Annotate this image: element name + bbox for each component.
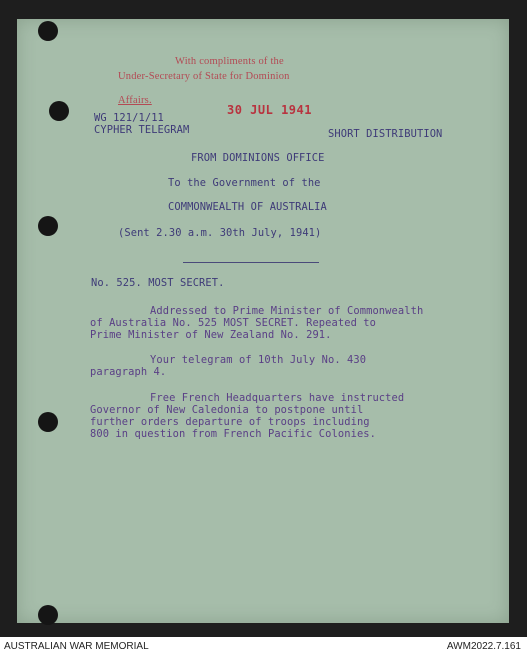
paragraph-3-line-1: Free French Headquarters have instructed xyxy=(150,392,405,404)
punch-hole xyxy=(38,412,58,432)
message-number: No. 525. MOST SECRET. xyxy=(91,277,225,289)
sent-line: (Sent 2.30 a.m. 30th July, 1941) xyxy=(118,227,322,239)
received-date-stamp: 30 JUL 1941 xyxy=(227,103,312,117)
separator-rule xyxy=(183,262,319,263)
paragraph-1-line-1: Addressed to Prime Minister of Commonwealth xyxy=(150,305,424,317)
paragraph-3-line-2: Governor of New Caledonia to postpone until xyxy=(90,404,364,416)
distribution-label: SHORT DISTRIBUTION xyxy=(328,128,443,140)
to-line-1: To the Government of the xyxy=(168,177,321,189)
stamp-line-3: Affairs. xyxy=(118,95,152,106)
file-reference: WG 121/1/11 xyxy=(94,112,164,124)
punch-hole xyxy=(49,101,69,121)
paragraph-2-line-2: paragraph 4. xyxy=(90,366,167,378)
paragraph-1-line-3: Prime Minister of New Zealand No. 291. xyxy=(90,329,332,341)
punch-hole xyxy=(38,21,58,41)
to-line-2: COMMONWEALTH OF AUSTRALIA xyxy=(168,201,327,213)
archive-credit: AUSTRALIAN WAR MEMORIAL xyxy=(4,641,149,652)
accession-number: AWM2022.7.161 xyxy=(446,641,521,652)
punch-hole xyxy=(38,605,58,625)
stamp-line-2: Under-Secretary of State for Dominion xyxy=(118,71,290,82)
telegram-type: CYPHER TELEGRAM xyxy=(94,124,190,136)
paragraph-2-line-1: Your telegram of 10th July No. 430 xyxy=(150,354,367,366)
paragraph-3-line-4: 800 in question from French Pacific Colonies. xyxy=(90,428,377,440)
stamp-line-1: With compliments of the xyxy=(175,56,284,67)
paragraph-1-line-2: of Australia No. 525 MOST SECRET. Repeated to xyxy=(90,317,377,329)
telegram-page xyxy=(17,19,509,623)
punch-hole xyxy=(38,216,58,236)
paragraph-3-line-3: further orders departure of troops including xyxy=(90,416,370,428)
from-line: FROM DOMINIONS OFFICE xyxy=(191,152,325,164)
